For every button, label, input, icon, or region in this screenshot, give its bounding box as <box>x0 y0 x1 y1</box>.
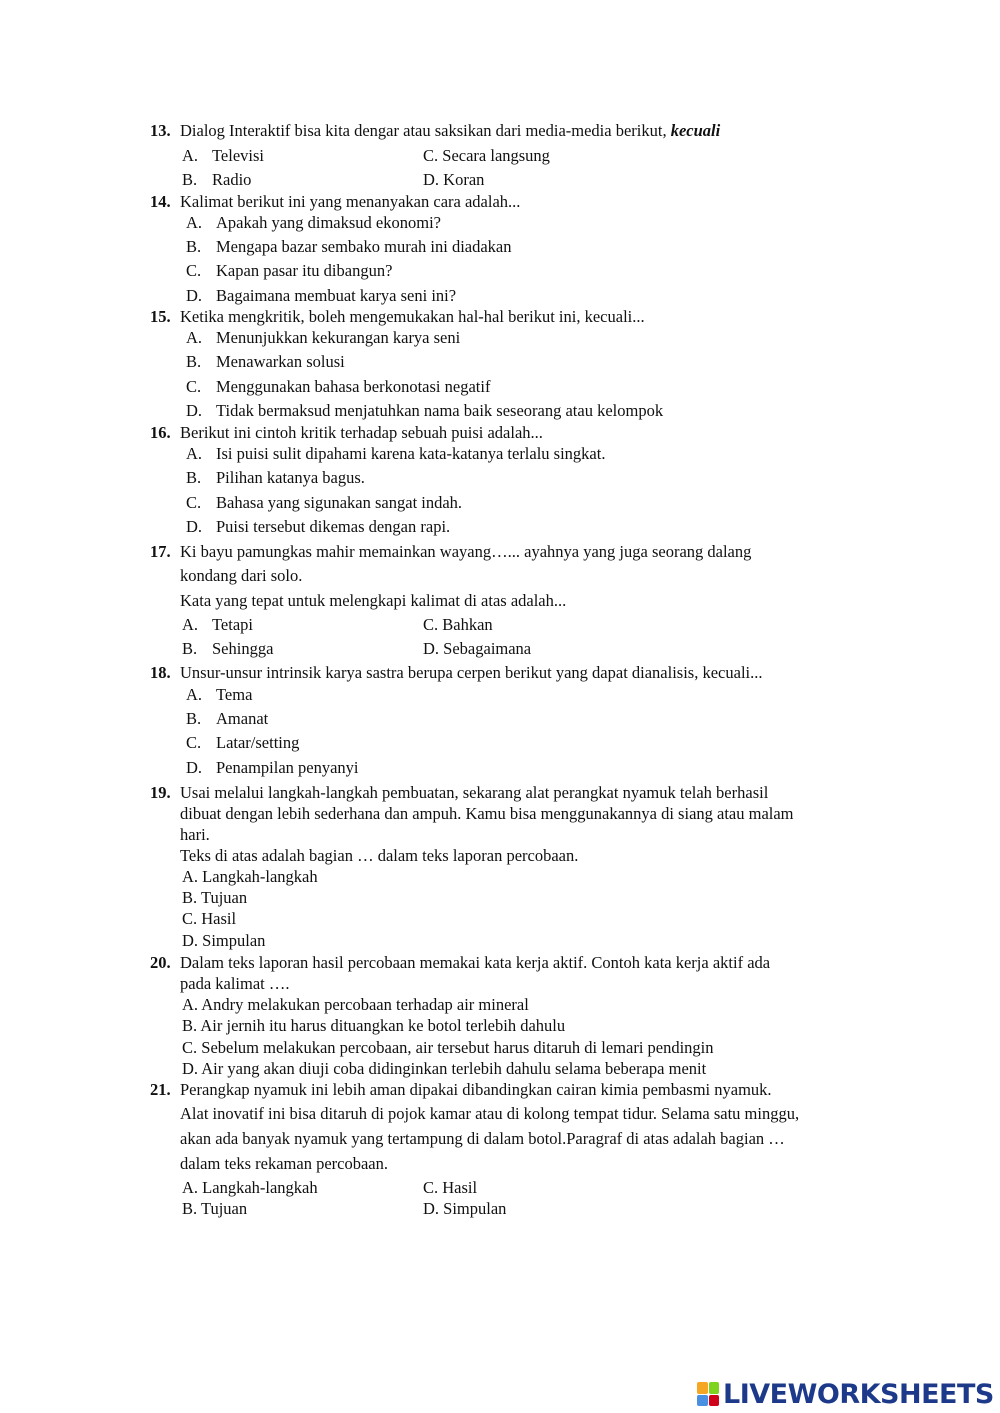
question-16-stem: 16. Berikut ini cintoh kritik terhadap sebuah puisi adalah... <box>150 423 543 442</box>
question-19-stem-line-3: hari. <box>180 825 210 844</box>
question-21-stem-line-4: dalam teks rekaman percobaan. <box>180 1154 388 1173</box>
question-17-stem-line-3: Kata yang tepat untuk melengkapi kalimat di atas adalah... <box>180 591 567 610</box>
q16-option-c[interactable]: C. Bahasa yang sigunakan sangat indah. <box>186 493 463 512</box>
q19-option-c[interactable]: C. Hasil <box>182 909 237 928</box>
q16-option-b[interactable]: B. Pilihan katanya bagus. <box>186 468 365 487</box>
logo-square <box>697 1395 708 1407</box>
q19-option-a[interactable]: A. Langkah-langkah <box>182 867 318 886</box>
question-17-stem: 17. Ki bayu pamungkas mahir memainkan wayang…... ayahnya yang juga seorang dalang <box>150 542 752 561</box>
question-15-stem: 15. Ketika mengkritik, boleh mengemukakan hal-hal berikut ini, kecuali... <box>150 307 645 326</box>
q13-option-b[interactable]: B. Radio <box>182 170 252 189</box>
emphasis-kecuali: kecuali <box>670 121 721 140</box>
q17-option-c[interactable]: C. Bahkan <box>423 615 493 634</box>
question-number: 20. <box>150 953 171 972</box>
question-18-stem: 18. Unsur-unsur intrinsik karya sastra berupa cerpen berikut yang dapat dianalisis, kecuali... <box>150 663 763 682</box>
q20-option-b[interactable]: B. Air jernih itu harus dituangkan ke botol terlebih dahulu <box>182 1016 566 1035</box>
q18-option-d[interactable]: D. Penampilan penyanyi <box>186 758 359 777</box>
q21-option-d[interactable]: D. Simpulan <box>423 1199 507 1218</box>
q14-option-c[interactable]: C. Kapan pasar itu dibangun? <box>186 261 393 280</box>
question-number: 17. <box>150 542 171 561</box>
q17-option-a[interactable]: A. Tetapi <box>182 615 253 634</box>
q20-option-c[interactable]: C. Sebelum melakukan percobaan, air tersebut harus ditaruh di lemari pendingin <box>182 1038 714 1057</box>
q13-option-d[interactable]: D. Koran <box>423 170 485 189</box>
q16-option-a[interactable]: A. Isi puisi sulit dipahami karena kata-katanya terlalu singkat. <box>186 444 606 463</box>
question-17-stem-line-2: kondang dari solo. <box>180 566 303 585</box>
question-21-stem-line-2: Alat inovatif ini bisa ditaruh di pojok kamar atau di kolong tempat tidur. Selama satu minggu, <box>180 1104 800 1123</box>
q21-option-c[interactable]: C. Hasil <box>423 1178 478 1197</box>
question-14-stem: 14. Kalimat berikut ini yang menanyakan cara adalah... <box>150 192 521 211</box>
question-19-stem-line-2: dibuat dengan lebih sederhana dan ampuh. Kamu bisa menggunakannya di siang atau malam <box>180 804 794 823</box>
q21-option-a[interactable]: A. Langkah-langkah <box>182 1178 318 1197</box>
q14-option-a[interactable]: A. Apakah yang dimaksud ekonomi? <box>186 213 441 232</box>
q18-option-a[interactable]: A. Tema <box>186 685 253 704</box>
q18-option-c[interactable]: C. Latar/setting <box>186 733 300 752</box>
q13-option-c[interactable]: C. Secara langsung <box>423 146 550 165</box>
q19-option-d[interactable]: D. Simpulan <box>182 931 266 950</box>
question-13-stem: 13. Dialog Interaktif bisa kita dengar atau saksikan dari media-media berikut, kecuali <box>150 121 721 140</box>
q15-option-a[interactable]: A. Menunjukkan kekurangan karya seni <box>186 328 461 347</box>
question-20-stem-line-2: pada kalimat …. <box>180 974 290 993</box>
question-number: 21. <box>150 1080 171 1099</box>
question-21-stem: 21. Perangkap nyamuk ini lebih aman dipakai dibandingkan cairan kimia pembasmi nyamuk. <box>150 1080 772 1099</box>
q18-option-b[interactable]: B. Amanat <box>186 709 269 728</box>
q17-option-d[interactable]: D. Sebagaimana <box>423 639 532 658</box>
q16-option-d[interactable]: D. Puisi tersebut dikemas dengan rapi. <box>186 517 451 536</box>
question-number: 14. <box>150 192 171 211</box>
logo-square <box>697 1382 708 1394</box>
q13-option-a[interactable]: A. Televisi <box>182 146 264 165</box>
q14-option-d[interactable]: D. Bagaimana membuat karya seni ini? <box>186 286 457 305</box>
logo-square <box>709 1382 720 1394</box>
question-number: 18. <box>150 663 171 682</box>
question-20-stem: 20. Dalam teks laporan hasil percobaan memakai kata kerja aktif. Contoh kata kerja aktif ada <box>150 953 771 972</box>
q20-option-a[interactable]: A. Andry melakukan percobaan terhadap air mineral <box>182 995 529 1014</box>
question-number: 15. <box>150 307 171 326</box>
liveworksheets-logo-icon <box>697 1382 719 1406</box>
liveworksheets-logo <box>697 1379 994 1409</box>
question-21-stem-line-3: akan ada banyak nyamuk yang tertampung di dalam botol.Paragraf di atas adalah bagian … <box>180 1129 785 1148</box>
q17-option-b[interactable]: B. Sehingga <box>182 639 274 658</box>
logo-text: LIVEWORKSHEETS <box>723 1378 994 1410</box>
q15-option-b[interactable]: B. Menawarkan solusi <box>186 352 345 371</box>
question-19-stem: 19. Usai melalui langkah-langkah pembuatan, sekarang alat perangkat nyamuk telah berhasil <box>150 783 769 802</box>
logo-square <box>709 1395 720 1407</box>
question-19-stem-line-4: Teks di atas adalah bagian … dalam teks laporan percobaan. <box>180 846 579 865</box>
q20-option-d[interactable]: D. Air yang akan diuji coba didinginkan terlebih dahulu selama beberapa menit <box>182 1059 707 1078</box>
q14-option-b[interactable]: B. Mengapa bazar sembako murah ini diadakan <box>186 237 512 256</box>
q19-option-b[interactable]: B. Tujuan <box>182 888 248 907</box>
question-number: 13. <box>150 121 171 140</box>
q15-option-c[interactable]: C. Menggunakan bahasa berkonotasi negatif <box>186 377 491 396</box>
q15-option-d[interactable]: D. Tidak bermaksud menjatuhkan nama baik seseorang atau kelompok <box>186 401 664 420</box>
question-number: 16. <box>150 423 171 442</box>
q21-option-b[interactable]: B. Tujuan <box>182 1199 248 1218</box>
question-number: 19. <box>150 783 171 802</box>
